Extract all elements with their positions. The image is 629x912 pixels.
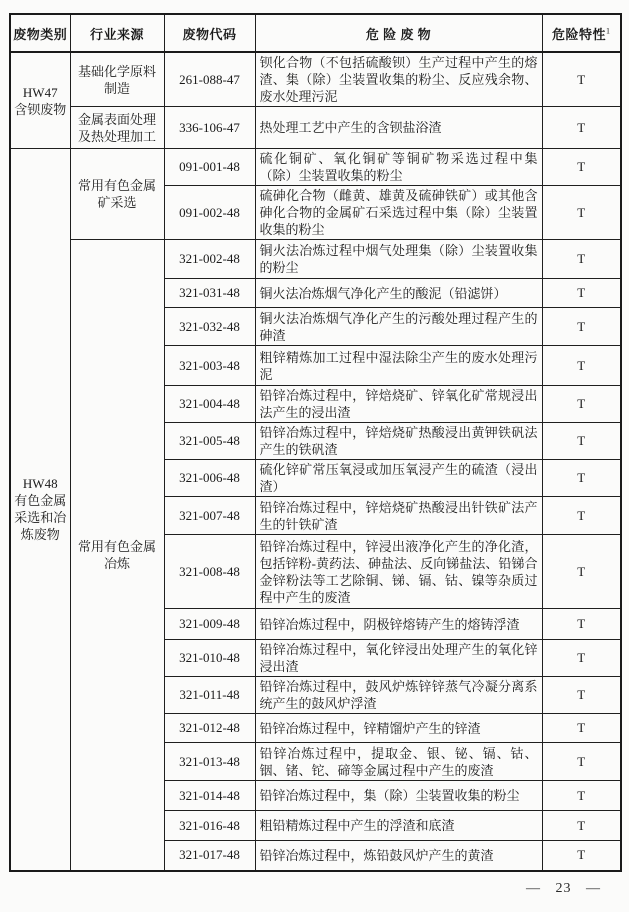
industry-cell: 基础化学原料制造 xyxy=(70,52,164,107)
hazard-characteristic-cell: T xyxy=(542,346,621,386)
waste-desc-cell: 铅锌冶炼过程中，锌焙烧矿热酸浸出针铁矿法产生的针铁矿渣 xyxy=(255,497,542,535)
category-name: 含钡废物 xyxy=(14,101,67,117)
hazard-characteristic-cell: T xyxy=(542,279,621,308)
category-name: 有色金属采选和冶炼废物 xyxy=(14,493,67,543)
table-row xyxy=(10,240,621,279)
hazardous-waste-table xyxy=(9,13,622,872)
hazard-characteristic-cell: T xyxy=(542,609,621,640)
waste-code-cell: 321-010-48 xyxy=(164,640,255,677)
hazard-characteristic-cell: T xyxy=(542,497,621,535)
hazard-characteristic-cell: T xyxy=(542,677,621,714)
category-id: HW48 xyxy=(22,476,58,492)
table-row xyxy=(10,107,621,149)
hazard-characteristic-cell: T xyxy=(542,743,621,781)
waste-desc-cell: 铅锌冶炼过程中，锌浸出液净化产生的净化渣，包括锌粉-黄药法、砷盐法、反向锑盐法、铅锑合金锌粉法等工艺除铜、锑、镉、钴、镍等杂质过程中产生的废渣 xyxy=(255,535,542,609)
table-row xyxy=(10,52,621,107)
hazard-characteristic-cell: T xyxy=(542,811,621,841)
waste-desc-cell: 铅锌冶炼过程中，鼓风炉炼锌锌蒸气冷凝分离系统产生的鼓风炉浮渣 xyxy=(255,677,542,714)
waste-desc-cell: 粗锌精炼加工过程中湿法除尘产生的废水处理污泥 xyxy=(255,346,542,386)
hazard-characteristic-cell: T xyxy=(542,240,621,279)
waste-code-cell: 091-001-48 xyxy=(164,149,255,186)
waste-code-cell: 321-013-48 xyxy=(164,743,255,781)
hazard-characteristic-cell: T xyxy=(542,149,621,186)
waste-code-cell: 321-032-48 xyxy=(164,308,255,346)
waste-code-cell: 321-008-48 xyxy=(164,535,255,609)
waste-code-cell: 321-007-48 xyxy=(164,497,255,535)
waste-code-cell: 321-009-48 xyxy=(164,609,255,640)
waste-code-cell: 321-014-48 xyxy=(164,781,255,811)
waste-desc-cell: 硫砷化合物（雌黄、雄黄及硫砷铁矿）或其他含砷化合物的金属矿石采选过程中集（除）尘装置收集的粉尘 xyxy=(255,186,542,240)
waste-desc-cell: 硫化铜矿、氧化铜矿等铜矿物采选过程中集（除）尘装置收集的粉尘 xyxy=(255,149,542,186)
industry-cell-mining: 常用有色金属矿采选 xyxy=(70,149,164,240)
hazard-characteristic-cell: T xyxy=(542,535,621,609)
waste-desc-cell: 铅锌冶炼过程中，氧化锌浸出处理产生的氧化锌浸出渣 xyxy=(255,640,542,677)
hazard-characteristic-cell: T xyxy=(542,460,621,497)
table-row xyxy=(10,149,621,186)
hazard-characteristic-cell: T xyxy=(542,186,621,240)
waste-desc-cell: 钡化合物（不包括硫酸钡）生产过程中产生的熔渣、集（除）尘装置收集的粉尘、反应残余物、废水处理污泥 xyxy=(255,52,542,107)
header-industry-source: 行业来源 xyxy=(70,14,164,52)
header-characteristic-label: 危险特性 xyxy=(551,26,606,42)
header-waste-code: 废物代码 xyxy=(164,14,255,52)
hazard-characteristic-cell: T xyxy=(542,841,621,871)
waste-desc-cell: 铅锌冶炼过程中，锌精馏炉产生的锌渣 xyxy=(255,714,542,743)
waste-code-cell: 321-017-48 xyxy=(164,841,255,871)
waste-desc-cell: 铅锌冶炼过程中，集（除）尘装置收集的粉尘 xyxy=(255,781,542,811)
waste-code-cell: 321-004-48 xyxy=(164,386,255,423)
hazard-characteristic-cell: T xyxy=(542,386,621,423)
waste-code-cell: 261-088-47 xyxy=(164,52,255,107)
waste-desc-cell: 热处理工艺中产生的含钡盐浴渣 xyxy=(255,107,542,149)
waste-code-cell: 321-016-48 xyxy=(164,811,255,841)
waste-desc-cell: 铅锌冶炼过程中，炼铅鼓风炉产生的黄渣 xyxy=(255,841,542,871)
category-cell-hw47 xyxy=(10,52,70,149)
waste-code-cell: 091-002-48 xyxy=(164,186,255,240)
waste-desc-cell: 铜火法冶炼过程中烟气处理集（除）尘装置收集的粉尘 xyxy=(255,240,542,279)
hazard-characteristic-cell: T xyxy=(542,781,621,811)
waste-desc-cell: 粗铅精炼过程中产生的浮渣和底渣 xyxy=(255,811,542,841)
waste-code-cell: 336-106-47 xyxy=(164,107,255,149)
industry-cell-smelting: 常用有色金属冶炼 xyxy=(70,240,164,871)
waste-code-cell: 321-005-48 xyxy=(164,423,255,460)
footnote-marker: 1 xyxy=(606,26,611,36)
header-hazard-characteristic xyxy=(542,14,621,52)
hazard-characteristic-cell: T xyxy=(542,107,621,149)
waste-desc-cell: 铅锌冶炼过程中，提取金、银、铋、镉、钴、铟、锗、铊、碲等金属过程中产生的废渣 xyxy=(255,743,542,781)
waste-code-cell: 321-002-48 xyxy=(164,240,255,279)
waste-code-cell: 321-003-48 xyxy=(164,346,255,386)
hazard-characteristic-cell: T xyxy=(542,52,621,107)
waste-desc-cell: 铅锌冶炼过程中，阴极锌熔铸产生的熔铸浮渣 xyxy=(255,609,542,640)
page-number: — 23 — xyxy=(526,881,601,896)
category-id: HW47 xyxy=(22,84,58,100)
waste-code-cell: 321-006-48 xyxy=(164,460,255,497)
header-hazardous-waste: 危 险 废 物 xyxy=(255,14,542,52)
waste-desc-cell: 铜火法冶炼烟气净化产生的酸泥（铅滤饼） xyxy=(255,279,542,308)
waste-desc-cell: 硫化锌矿常压氧浸或加压氧浸产生的硫渣（浸出渣） xyxy=(255,460,542,497)
hazard-characteristic-cell: T xyxy=(542,308,621,346)
hazard-characteristic-cell: T xyxy=(542,714,621,743)
waste-desc-cell: 铅锌冶炼过程中，锌焙烧矿热酸浸出黄钾铁矾法产生的铁矾渣 xyxy=(255,423,542,460)
hazard-characteristic-cell: T xyxy=(542,640,621,677)
header-row xyxy=(10,14,621,52)
header-waste-category: 废物类别 xyxy=(10,14,70,52)
waste-code-cell: 321-011-48 xyxy=(164,677,255,714)
waste-desc-cell: 铜火法冶炼烟气净化产生的污酸处理过程产生的砷渣 xyxy=(255,308,542,346)
category-cell-hw48 xyxy=(10,149,70,871)
industry-cell: 金属表面处理及热处理加工 xyxy=(70,107,164,149)
waste-code-cell: 321-031-48 xyxy=(164,279,255,308)
waste-desc-cell: 铅锌冶炼过程中，锌焙烧矿、锌氧化矿常规浸出法产生的浸出渣 xyxy=(255,386,542,423)
waste-code-cell: 321-012-48 xyxy=(164,714,255,743)
hazard-characteristic-cell: T xyxy=(542,423,621,460)
